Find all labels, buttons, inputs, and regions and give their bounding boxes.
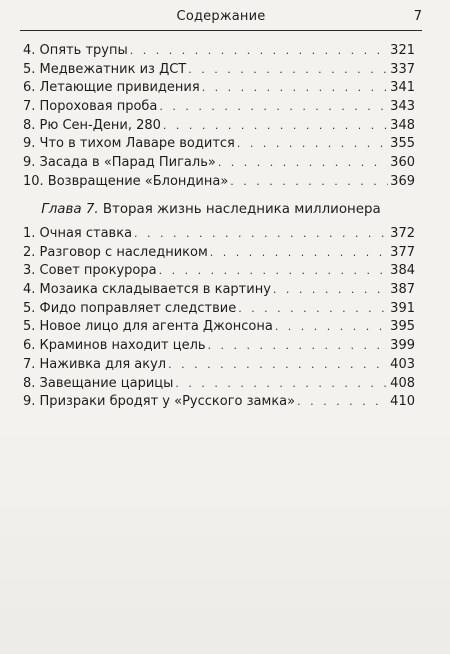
- toc-entry-title: 9. Засада в «Парад Пигаль»: [23, 155, 216, 171]
- dot-leader: [218, 154, 388, 173]
- chapter-title: Вторая жизнь наследника миллионера: [102, 202, 381, 217]
- toc-entry-title: 9. Что в тихом Лаваре водится: [23, 136, 235, 152]
- dot-leader: [163, 117, 388, 136]
- toc-entry-page: 399: [390, 338, 415, 354]
- dot-leader: [168, 356, 388, 375]
- toc-entry-page: 387: [390, 282, 415, 298]
- toc-entry: [23, 244, 415, 263]
- toc-entry-page: 355: [390, 136, 415, 152]
- toc-entry-page: 391: [390, 300, 415, 316]
- toc-entry: [23, 262, 415, 281]
- toc-entry-page: 372: [390, 226, 415, 241]
- toc-entry-title: 9. Призраки бродят у «Русского замка»: [23, 394, 296, 410]
- dot-leader: [275, 318, 388, 337]
- toc-entry-title: 1. Очная ставка: [23, 226, 133, 241]
- toc-entry: [23, 79, 415, 98]
- toc-entry-title: 5. Медвежатник из ДСТ: [23, 61, 187, 77]
- toc-entry-title: 6. Краминов находит цель: [23, 338, 206, 354]
- toc-entry-page: 403: [390, 356, 415, 372]
- toc-entry-page: 395: [390, 319, 415, 335]
- toc-entry: [23, 117, 415, 136]
- toc-entry-page: 360: [390, 155, 415, 171]
- toc-entry: [23, 356, 415, 375]
- dot-leader: [134, 225, 388, 244]
- dot-leader: [159, 262, 389, 281]
- dot-leader: [130, 42, 388, 61]
- dot-leader: [297, 393, 388, 412]
- toc-list-b: [23, 225, 415, 412]
- running-header-title: Содержание: [176, 9, 266, 24]
- toc-entry: [23, 281, 415, 300]
- toc-list-a: [23, 42, 415, 192]
- chapter-heading: [0, 200, 422, 220]
- toc-entry-title: 3. Совет прокурора: [23, 263, 157, 279]
- toc-entry: [23, 318, 415, 337]
- toc-entry-title: 5. Фидо поправляет следствие: [23, 300, 237, 316]
- toc-entry: [23, 154, 415, 173]
- toc-entry: [23, 98, 415, 117]
- toc-entry: [23, 375, 415, 394]
- toc-entry-page: 377: [390, 244, 415, 260]
- dot-leader: [188, 61, 388, 80]
- toc-entry: [23, 300, 415, 319]
- toc-section-a: [23, 42, 415, 192]
- toc-entry-title: 4. Опять трупы: [23, 43, 128, 58]
- chapter-number: Глава 7.: [41, 202, 99, 217]
- toc-entry-title: 8. Рю Сен-Дени, 280: [23, 117, 161, 133]
- toc-entry-title: 4. Мозаика складывается в картину: [23, 282, 271, 298]
- blank-lower-page: [0, 415, 450, 654]
- dot-leader: [210, 244, 388, 263]
- toc-entry-title: 8. Завещание царицы: [23, 375, 174, 391]
- toc-entry: [23, 225, 415, 244]
- toc-entry: [23, 173, 415, 192]
- toc-entry: [23, 42, 415, 61]
- dot-leader: [208, 337, 389, 356]
- toc-entry-page: 408: [390, 375, 415, 391]
- toc-entry-page: 343: [390, 99, 415, 115]
- dot-leader: [238, 300, 388, 319]
- toc-entry-page: 410: [390, 394, 415, 410]
- dot-leader: [202, 79, 388, 98]
- toc-entry-title: 10. Возвращение «Блондина»: [23, 173, 229, 189]
- toc-entry: [23, 135, 415, 154]
- toc-entry: [23, 393, 415, 412]
- dot-leader: [237, 135, 388, 154]
- dot-leader: [230, 173, 388, 192]
- toc-entry-title: 7. Пороховая проба: [23, 99, 158, 115]
- toc-entry-page: 341: [390, 80, 415, 96]
- dot-leader: [159, 98, 388, 117]
- toc-section-b: [23, 225, 415, 412]
- dot-leader: [273, 281, 388, 300]
- toc-entry: [23, 61, 415, 80]
- toc-entry-title: 7. Наживка для акул: [23, 356, 167, 372]
- running-header: [20, 8, 422, 31]
- toc-entry-title: 5. Новое лицо для агента Джонсона: [23, 319, 273, 335]
- dot-leader: [175, 375, 388, 394]
- toc-entry-page: 348: [390, 117, 415, 133]
- toc-entry-page: 321: [390, 43, 415, 58]
- toc-entry-page: 369: [390, 173, 415, 189]
- page-number: 7: [413, 9, 422, 24]
- toc-entry-title: 2. Разговор с наследником: [23, 244, 208, 260]
- toc-entry-page: 337: [390, 61, 415, 77]
- toc-entry-title: 6. Летающие привидения: [23, 80, 200, 96]
- toc-entry-page: 384: [390, 263, 415, 279]
- toc-entry: [23, 337, 415, 356]
